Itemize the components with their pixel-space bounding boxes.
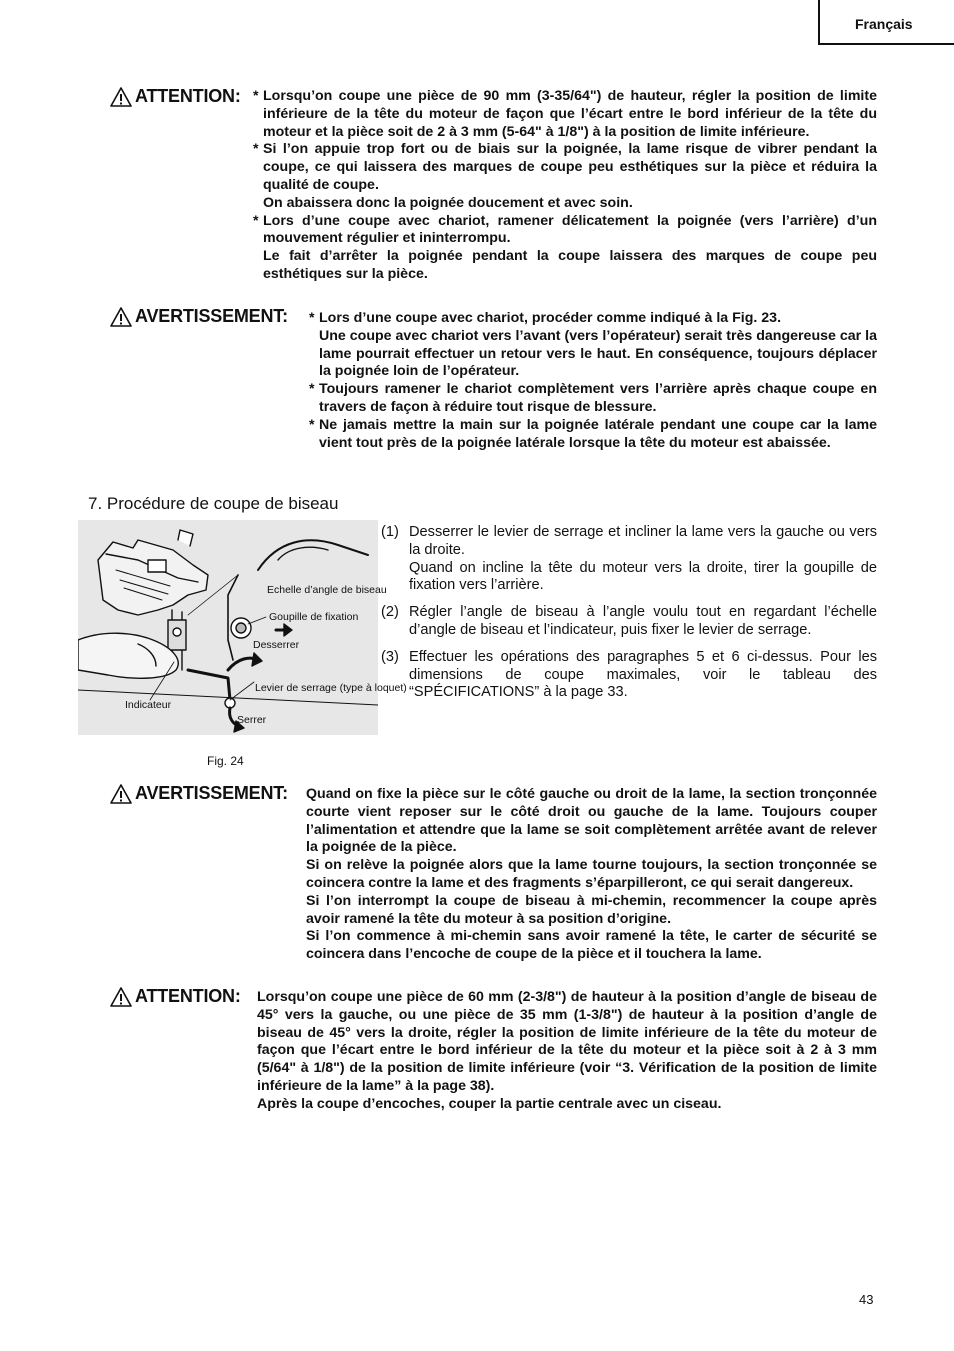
warning-item xyxy=(253,141,877,212)
warning-heading-text: ATTENTION: xyxy=(135,986,241,1006)
warning-heading xyxy=(110,306,288,327)
figure-bevel-cut xyxy=(78,520,407,735)
step-number: (1) xyxy=(381,524,399,540)
label-bevel-scale: Echelle d’angle de biseau xyxy=(267,584,387,596)
warning-text: Après la coupe d’encoches, couper la partie centrale avec un ciseau. xyxy=(257,1095,722,1112)
warning-text: Quand on fixe la pièce sur le côté gauche ou droit de la lame, la section tronçonnée courte vient reposer sur le côté droit ou gauche de la lame. Toujours couper l’alimentation et attendre que la lame se soit complètement arrêtée avant de relever la poignée de la pièce. xyxy=(306,786,877,856)
warning-text: Si on relève la poignée alors que la lame tourne toujours, la section tronçonnée se coincera contre la lame et des fragments s’éparpilleront, ce qui serait dangereux. xyxy=(306,857,877,891)
warning-text: Ne jamais mettre la main sur la poignée latérale pendant une coupe car la lame vient tout près de la poignée latérale lorsque la tête du moteur est abaissée. xyxy=(319,416,877,451)
label-indicator: Indicateur xyxy=(125,699,172,711)
warning-item xyxy=(309,381,877,417)
warning-heading xyxy=(110,986,241,1007)
section-title: 7. Procédure de coupe de biseau xyxy=(88,494,339,513)
figure-caption: Fig. 24 xyxy=(207,754,244,768)
label-lock-pin: Goupille de fixation xyxy=(269,611,359,623)
warning-text: Lors d’une coupe avec chariot, ramener délicatement la poignée (vers l’arrière) d’un mouvement régulier et ininterrompu. xyxy=(263,212,877,247)
bullet-asterisk: * xyxy=(309,381,315,398)
warning-heading xyxy=(110,783,288,804)
procedure-step xyxy=(381,524,877,595)
bullet-asterisk: * xyxy=(253,88,259,104)
saw-illustration xyxy=(78,520,378,735)
step-number: (2) xyxy=(381,604,399,621)
warning-body xyxy=(253,88,877,284)
step-text: Régler l’angle de biseau à l’angle voulu tout en regardant l’échelle d’angle de biseau et l’indicateur, puis fixer le levier de serrage. xyxy=(409,604,877,638)
bullet-asterisk: * xyxy=(253,212,259,229)
step-text: Quand on incline la tête du moteur vers la droite, tirer la goupille de fixation vers l’arrière. xyxy=(409,559,877,594)
warning-item xyxy=(253,213,877,284)
warning-text: Toujours ramener le chariot complètement vers l’arrière après chaque coupe en travers de façon à réduire tout risque de blessure. xyxy=(319,381,877,415)
warning-triangle-icon xyxy=(110,987,132,1007)
procedure-step xyxy=(381,649,877,702)
language-label: Français xyxy=(855,16,913,32)
warning-triangle-icon xyxy=(110,307,132,327)
warning-item xyxy=(309,310,877,381)
warning-text: Une coupe avec chariot vers l’avant (vers l’opérateur) serait très dangereuse car la lame pourrait effectuer un retour vers le haut. En conséquence, toujours déplacer la poignée loin de l’opérateur. xyxy=(319,327,877,380)
warning-triangle-icon xyxy=(110,87,132,107)
step-text: Desserrer le levier de serrage et incliner la lame vers la gauche ou vers la droite. xyxy=(409,524,877,558)
label-clamp-lever: Levier de serrage (type à loquet) xyxy=(255,682,407,694)
warning-text: Si l’on commence à mi-chemin sans avoir ramené la tête, le carter de sécurité se coincera dans l’encoche de coupe de la pièce et il touchera la lame. xyxy=(306,928,877,963)
warning-body xyxy=(309,310,877,452)
label-tighten: Serrer xyxy=(237,714,267,726)
bullet-asterisk: * xyxy=(309,310,315,326)
bullet-asterisk: * xyxy=(309,416,315,433)
page-number: 43 xyxy=(859,1292,874,1307)
warning-triangle-icon xyxy=(110,784,132,804)
warning-item xyxy=(309,417,877,453)
label-loosen: Desserrer xyxy=(253,639,300,651)
warning-text: Si l’on interrompt la coupe de biseau à mi-chemin, recommencer la coupe après avoir ramené la tête du moteur à sa position d’origine. xyxy=(306,892,877,927)
warning-text: Lorsqu’on coupe une pièce de 90 mm (3-35/64") de hauteur, régler la position de limite inférieure de la tête du moteur de façon que l’écart entre le bord inférieur de la tête du moteur et la pièce soit de 2 à 3 mm (5-64" à 1/8") à la position de limite inférieure. xyxy=(263,88,877,140)
warning-body xyxy=(257,989,877,1114)
warning-heading xyxy=(110,86,241,107)
warning-text: On abaissera donc la poignée doucement et avec soin. xyxy=(263,194,633,211)
procedure-steps xyxy=(381,524,877,711)
warning-text: Lorsqu’on coupe une pièce de 60 mm (2-3/8") de hauteur à la position d’angle de biseau de 45° vers la gauche, ou une pièce de 35 mm (1-3/8") de hauteur à la position d’angle de biseau de 45° vers la droite, régler la position de limite inférieure de la tête du moteur de façon que l’écart entre le bord inférieur de la tête du moteur et la pièce soit à 2 à 3 mm (5/64" à 1/8") de la position de limite inférieure (voir “3. Vérification de la position de limite inférieure de la lame” à la page 38). xyxy=(257,989,877,1094)
warning-text: Lors d’une coupe avec chariot, procéder comme indiqué à la Fig. 23. xyxy=(319,310,782,326)
warning-heading-text: AVERTISSEMENT: xyxy=(135,306,288,326)
language-tab xyxy=(818,0,954,45)
warning-text: Si l’on appuie trop fort ou de biais sur la poignée, la lame risque de vibrer pendant la coupe, ce qui laissera des marques de coupe peu esthétiques sur la pièce et réduira la qualité de coupe. xyxy=(263,141,877,193)
warning-item xyxy=(253,88,877,141)
procedure-step xyxy=(381,604,877,640)
warning-heading-text: AVERTISSEMENT: xyxy=(135,783,288,803)
warning-text: Le fait d’arrêter la poignée pendant la coupe laissera des marques de coupe peu esthétiques sur la pièce. xyxy=(263,248,877,282)
warning-body xyxy=(306,786,877,964)
step-number: (3) xyxy=(381,648,399,665)
warning-heading-text: ATTENTION: xyxy=(135,86,241,106)
bullet-asterisk: * xyxy=(253,141,259,158)
step-text: Effectuer les opérations des paragraphes 5 et 6 ci-dessus. Pour les dimensions de coupe maximales, voir le tableau des “SPÉCIFICATIONS” à la page 33. xyxy=(409,648,877,701)
